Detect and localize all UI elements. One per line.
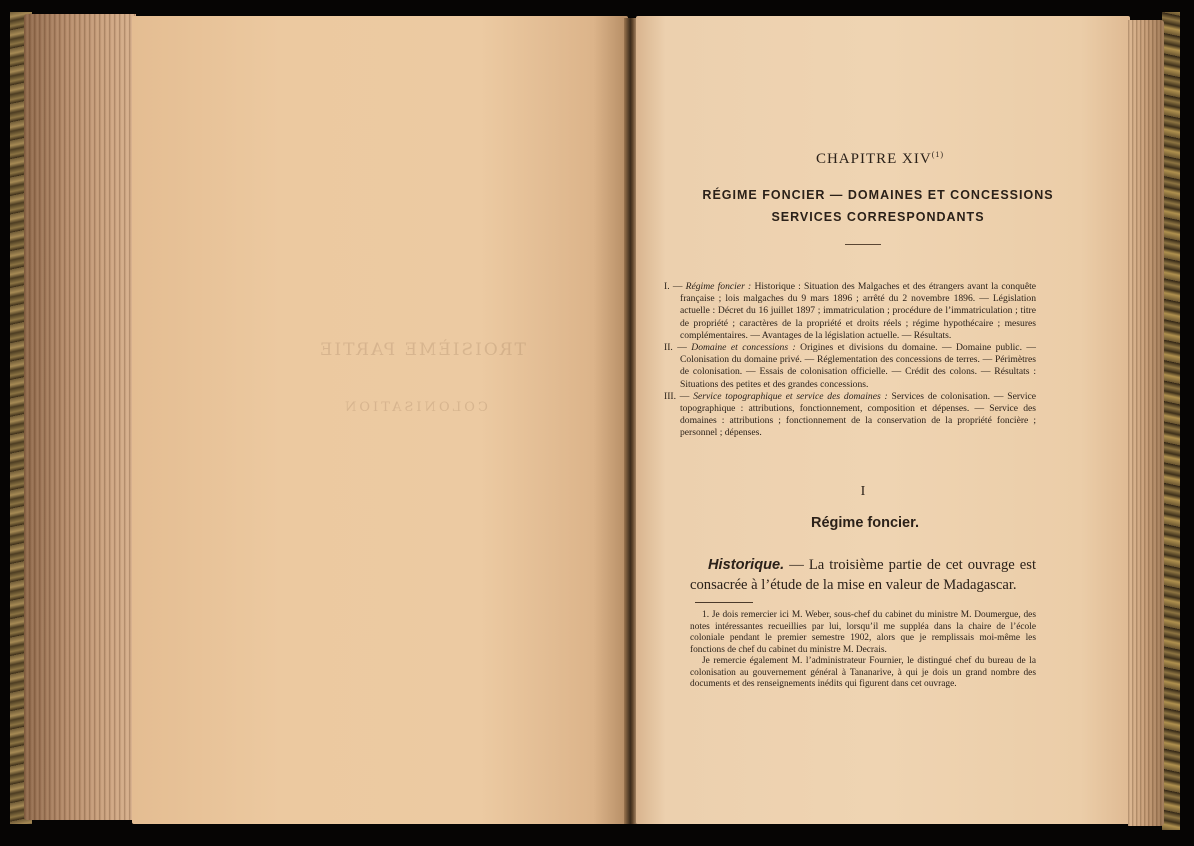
page-block-edge-left — [24, 14, 136, 820]
page-block-edge-right — [1128, 20, 1164, 826]
footnotes — [690, 610, 1036, 691]
summary-item-text: Origines et divisions du domaine. — Domaine public. — Colonisation du domaine privé. — Réglementation des concessions de terres. — Périmètres de colonisation. — Essais de colonisation officielle. — Crédit des colons. — Résultats : Situations des petites et des grandes concessions. — [680, 342, 1036, 390]
summary-item-number: I. — — [664, 281, 683, 292]
paragraph-text: — La troisième partie de cet ouvrage est consacrée à l’étude de la mise en valeur de Madagascar. — [690, 557, 1036, 593]
chapter-heading — [680, 150, 1080, 168]
summary-item-title: Domaine et concessions : — [691, 342, 796, 354]
summary-item — [664, 342, 1036, 391]
footnote-paragraph: Je remercie également M. l’administrateur Fournier, le distingué chef du bureau de la colonisation au gouvernement général à Tananarive, à qui je dois un grand nombre des documents et des renseignements inédits qui figurent dans cet ouvrage. — [690, 656, 1036, 689]
footnote-paragraph: 1. Je dois remercier ici M. Weber, sous-chef du cabinet du ministre M. Doumergue, des notes intéressantes recueillies par lui, lorsqu’il me suppléa dans la chaire de l’école coloniale pendant le premier semestre 1902, alors que je remplissais moi-même les fonctions de chef du cabinet du ministre M. Decrais. — [690, 610, 1036, 655]
summary-item-title: Service topographique et service des domaines : — [693, 390, 888, 402]
summary-item — [664, 391, 1036, 440]
chapter-label: CHAPITRE XIV — [815, 151, 932, 167]
title-divider — [845, 244, 881, 245]
paragraph-lead: Historique. — [708, 557, 785, 573]
summary-item-title: Régime foncier : — [685, 281, 752, 292]
summary-item — [664, 281, 1036, 342]
footnote-divider — [695, 602, 753, 603]
chapter-title-line-1: RÉGIME FONCIER — DOMAINES ET CONCESSIONS — [702, 188, 1054, 202]
section-title: Régime foncier. — [811, 515, 919, 531]
chapter-title-line-2: SERVICES CORRESPONDANTS — [771, 210, 985, 224]
marbled-edge-right — [1162, 12, 1180, 830]
summary-item-number: II. — — [664, 342, 687, 354]
bleed-through-part-subtitle: COLONISATION — [342, 400, 488, 415]
chapter-title — [666, 184, 1090, 228]
chapter-summary — [664, 281, 1036, 440]
section-number: I — [860, 484, 866, 499]
summary-item-text: Services de colonisation. — Service topographique : attributions, fonctionnement, composition et dépenses. — Service des domaines : attributions ; fonctionnement de la conservation de la propriété foncière ; personnel ; dépenses. — [680, 390, 1037, 439]
body-paragraph — [690, 555, 1036, 595]
left-page — [132, 16, 628, 824]
bleed-through-part-title: TROISIÈME PARTIE — [318, 340, 526, 360]
chapter-footnote-marker: (1) — [931, 150, 945, 159]
summary-item-text: Historique : Situation des Malgaches et des étrangers avant la conquête française ; lois malgaches du 9 mars 1896 ; arrêté du 2 novembre 1896. — Législation actuelle : Décret du 16 juillet 1897 ; immatriculation ; procédure de l’immatriculation ; titre de propriété ; caractères de la propriété et droits réels ; régime hypothécaire ; mesures complémentaires. — Avantages de la législation actuelle. — Résultats. — [680, 281, 1036, 341]
summary-item-number: III. — — [664, 390, 690, 402]
